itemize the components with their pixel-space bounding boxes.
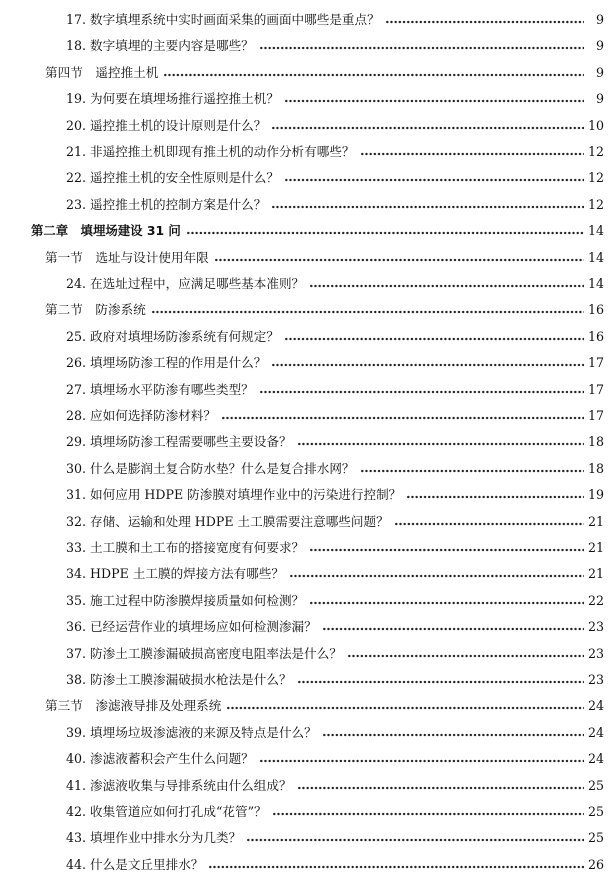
entry-title: 20. 遥控推土机的设计原则是什么？ — [66, 117, 267, 133]
dot-leader — [298, 776, 584, 796]
toc-entry-question[interactable] — [0, 36, 615, 56]
page-number: 24 — [588, 751, 605, 767]
entry-title: 21. 非遥控推土机即现有推土机的动作分析有哪些？ — [66, 144, 355, 159]
entry-title: 22. 遥控推土机的安全性原则是什么？ — [66, 170, 279, 186]
toc-entry-question[interactable] — [0, 749, 615, 769]
dot-leader — [348, 644, 584, 664]
entry-title: 29. 填埋场防渗工程需要哪些主要设备？ — [66, 434, 292, 450]
dot-leader — [227, 696, 584, 716]
entry-title: 33. 土工膜和土工布的搭接宽度有何要求？ — [66, 540, 305, 555]
entry-title: 28. 应如何选择防渗材料？ — [66, 408, 216, 423]
dot-leader — [310, 591, 584, 611]
dot-leader — [215, 248, 584, 268]
dot-leader — [260, 749, 584, 769]
dot-leader — [285, 327, 584, 347]
page-number: 9 — [595, 64, 604, 80]
page-number: 17 — [588, 381, 605, 397]
toc-entry-question[interactable] — [0, 617, 615, 637]
entry-title: 19. 为何要在填埋场推行遥控推土机？ — [66, 91, 279, 107]
dot-leader — [395, 512, 584, 532]
page-number: 18 — [588, 460, 605, 476]
entry-title: 26. 填埋场防渗工程的作用是什么？ — [66, 355, 267, 371]
entry-title: 39. 填埋场垃圾渗滤液的来源及特点是什么？ — [66, 724, 317, 740]
page-number: 12 — [588, 170, 605, 186]
dot-leader — [298, 670, 584, 690]
toc-entry-question[interactable] — [0, 168, 615, 188]
page-number: 17 — [588, 408, 605, 423]
page-number: 24 — [588, 724, 605, 740]
page-number: 14 — [588, 276, 605, 291]
page-number: 22 — [588, 592, 605, 608]
toc-entry-section[interactable] — [0, 300, 615, 320]
page-number: 10 — [588, 117, 605, 133]
dot-leader — [407, 485, 584, 505]
dot-leader — [272, 353, 584, 373]
entry-title: 30. 什么是膨润土复合防水垫？什么是复合排水网？ — [66, 460, 355, 476]
page-number: 25 — [588, 804, 605, 819]
toc-entry-chapter[interactable] — [0, 221, 615, 241]
dot-leader — [361, 142, 584, 162]
dot-leader — [260, 36, 584, 56]
page-number: 23 — [588, 645, 605, 661]
entry-title: 41. 渗滤液收集与导排系统由什么组成？ — [66, 777, 292, 793]
page-number: 16 — [588, 302, 605, 318]
dot-leader — [273, 802, 584, 822]
entry-title: 42. 收集管道应如何打孔成“花管”？ — [66, 804, 267, 819]
toc-entry-question[interactable] — [0, 380, 615, 400]
toc-entry-question[interactable] — [0, 406, 615, 426]
toc-entry-question[interactable] — [0, 195, 615, 215]
toc-entry-question[interactable] — [0, 485, 615, 505]
dot-leader — [285, 168, 584, 188]
toc-entry-question[interactable] — [0, 802, 615, 822]
toc-entry-question[interactable] — [0, 538, 615, 558]
page-number: 21 — [588, 540, 605, 555]
page-number: 26 — [588, 856, 605, 872]
dot-leader — [386, 10, 584, 30]
page-number: 21 — [588, 566, 605, 582]
dot-leader — [310, 274, 584, 294]
page-number: 25 — [588, 830, 605, 846]
toc-entry-question[interactable] — [0, 327, 615, 347]
page-number: 18 — [588, 434, 605, 450]
page-number: 12 — [588, 196, 605, 212]
entry-title: 18. 数字填埋的主要内容是哪些？ — [66, 38, 254, 54]
page-number: 17 — [588, 355, 605, 371]
page-number: 23 — [588, 672, 605, 687]
dot-leader — [310, 538, 584, 558]
page-number: 25 — [588, 777, 605, 793]
dot-leader — [323, 723, 584, 743]
entry-title: 第一节 选址与设计使用年限 — [45, 249, 209, 265]
entry-title: 25. 政府对填埋场防渗系统有何规定？ — [66, 328, 279, 344]
toc-entry-question[interactable] — [0, 591, 615, 611]
dot-leader — [164, 63, 584, 83]
page-number: 19 — [588, 487, 605, 503]
toc-entry-question[interactable] — [0, 89, 615, 109]
entry-title: 第二章 填埋场建设 31 问 — [31, 223, 181, 239]
page-number: 14 — [588, 223, 605, 239]
cut-off-previous-line — [60, 0, 600, 3]
dot-leader — [285, 89, 584, 109]
page-number: 9 — [595, 91, 604, 107]
entry-title: 36. 已经运营作业的填埋场应如何检测渗漏？ — [66, 619, 317, 635]
page-number: 24 — [588, 698, 605, 714]
page-number: 16 — [588, 328, 605, 344]
toc-entry-section[interactable] — [0, 63, 615, 83]
entry-title: 44. 什么是文丘里排水？ — [66, 856, 204, 872]
dot-leader — [298, 432, 584, 452]
toc-entry-question[interactable] — [0, 432, 615, 452]
toc-entry-question[interactable] — [0, 512, 615, 532]
toc-entry-question[interactable] — [0, 10, 615, 30]
entry-title: 第三节 渗滤液导排及处理系统 — [45, 698, 222, 714]
entry-title: 第四节 遥控推土机 — [45, 64, 159, 80]
entry-title: 34. HDPE 土工膜的焊接方法有哪些？ — [66, 566, 284, 582]
toc-entry-question[interactable] — [0, 644, 615, 664]
dot-leader — [152, 300, 584, 320]
dot-leader — [187, 221, 584, 241]
dot-leader — [323, 617, 584, 637]
page-number: 12 — [588, 144, 605, 159]
entry-title: 24. 在选址过程中，应满足哪些基本准则？ — [66, 276, 305, 291]
toc-entry-question[interactable] — [0, 459, 615, 479]
toc-entry-section[interactable] — [0, 248, 615, 268]
dot-leader — [290, 564, 584, 584]
toc-entry-question[interactable] — [0, 723, 615, 743]
entry-title: 38. 防渗土工膜渗漏破损水枪法是什么？ — [66, 672, 292, 687]
toc-entry-question[interactable] — [0, 828, 615, 848]
entry-title: 23. 遥控推土机的控制方案是什么？ — [66, 196, 267, 212]
toc-entry-question[interactable] — [0, 670, 615, 690]
page-number: 23 — [588, 619, 605, 635]
dot-leader — [272, 116, 584, 136]
toc-entry-question[interactable] — [0, 564, 615, 584]
entry-title: 43. 填埋作业中排水分为几类？ — [66, 830, 242, 846]
entry-title: 31. 如何应用 HDPE 防渗膜对填埋作业中的污染进行控制？ — [66, 487, 402, 503]
page-number: 9 — [595, 38, 604, 54]
dot-leader — [260, 380, 584, 400]
toc-entry-question[interactable] — [0, 855, 615, 875]
entry-title: 27. 填埋场水平防渗有哪些类型？ — [66, 381, 254, 397]
entry-title: 35. 施工过程中防渗膜焊接质量如何检测？ — [66, 592, 305, 608]
entry-title: 32. 存储、运输和处理 HDPE 土工膜需要注意哪些问题？ — [66, 513, 389, 529]
entry-title: 17. 数字填埋系统中实时画面采集的画面中哪些是重点？ — [66, 12, 380, 27]
entry-title: 40. 渗滤液蓄积会产生什么问题？ — [66, 751, 254, 767]
page-number: 14 — [588, 249, 605, 265]
entry-title: 第二节 防渗系统 — [45, 302, 146, 318]
toc-entry-question[interactable] — [0, 142, 615, 162]
toc-entry-question[interactable] — [0, 116, 615, 136]
dot-leader — [361, 459, 584, 479]
page-number: 21 — [588, 513, 605, 529]
entry-title: 37. 防渗土工膜渗漏破损高密度电阻率法是什么？ — [66, 645, 342, 661]
dot-leader — [222, 406, 584, 426]
toc-entry-question[interactable] — [0, 274, 615, 294]
dot-leader — [209, 855, 584, 875]
dot-leader — [247, 828, 584, 848]
page-number: 9 — [595, 12, 604, 27]
toc-entry-question[interactable] — [0, 776, 615, 796]
toc-entry-question[interactable] — [0, 353, 615, 373]
toc-entry-section[interactable] — [0, 696, 615, 716]
dot-leader — [272, 195, 584, 215]
